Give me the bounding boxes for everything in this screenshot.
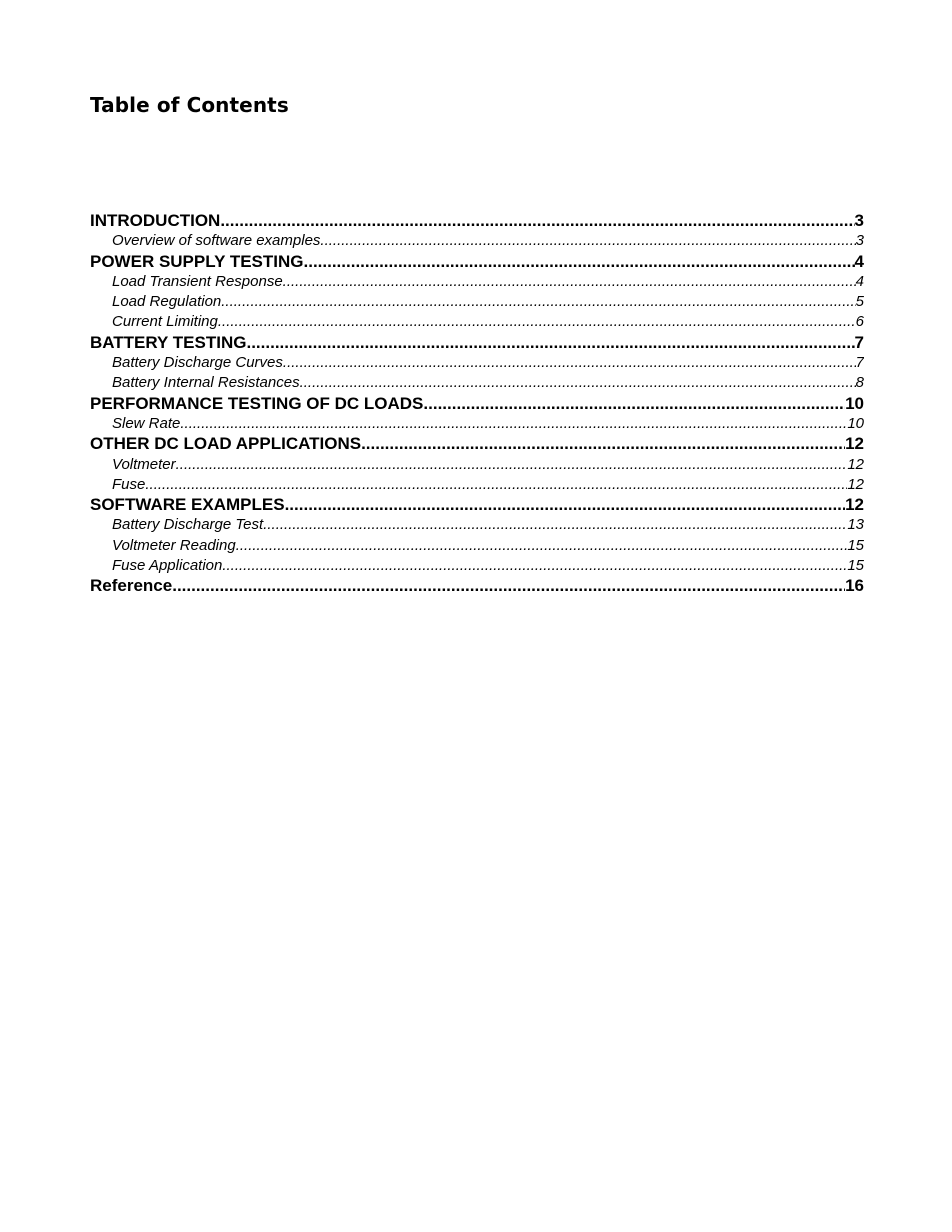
toc-entry-page-number: 12 bbox=[847, 475, 864, 493]
toc-entry-subsection[interactable] bbox=[90, 373, 864, 393]
toc-entry-page-number: 10 bbox=[847, 414, 864, 432]
toc-dot-leader bbox=[283, 353, 856, 373]
toc-dot-leader bbox=[263, 515, 847, 535]
toc-entry-subsection[interactable] bbox=[90, 536, 864, 556]
toc-entry-subsection[interactable] bbox=[90, 231, 864, 251]
toc-dot-leader bbox=[220, 211, 854, 231]
toc-entry-section[interactable] bbox=[90, 394, 864, 414]
toc-entry-page-number: 13 bbox=[847, 516, 864, 534]
toc-entry-subsection[interactable] bbox=[90, 475, 864, 495]
toc-entry-page-number: 3 bbox=[854, 211, 864, 230]
toc-entry-section[interactable] bbox=[90, 576, 864, 596]
toc-entry-label: Battery Discharge Curves bbox=[112, 354, 283, 372]
toc-entry-label: POWER SUPPLY TESTING bbox=[90, 251, 304, 271]
toc-dot-leader bbox=[180, 414, 847, 434]
toc-entry-page-number: 8 bbox=[855, 374, 864, 392]
toc-dot-leader bbox=[300, 373, 856, 393]
toc-dot-leader bbox=[236, 536, 848, 556]
toc-dot-leader bbox=[285, 495, 846, 515]
toc-dot-leader bbox=[304, 252, 855, 272]
toc-dot-leader bbox=[361, 434, 845, 454]
toc-entry-label: Reference bbox=[90, 576, 173, 596]
toc-dot-leader bbox=[218, 312, 856, 332]
toc-entry-subsection[interactable] bbox=[90, 272, 864, 292]
toc-entry-label: OTHER DC LOAD APPLICATIONS bbox=[90, 434, 362, 454]
toc-entry-label: Fuse bbox=[112, 475, 146, 493]
toc-dot-leader bbox=[172, 576, 845, 596]
toc-entry-page-number: 3 bbox=[855, 232, 864, 250]
toc-entry-subsection[interactable] bbox=[90, 414, 864, 434]
toc-title: Table of Contents bbox=[90, 93, 289, 117]
toc-entry-page-number: 16 bbox=[845, 576, 864, 596]
toc-entry-section[interactable] bbox=[90, 495, 864, 515]
toc-entry-subsection[interactable] bbox=[90, 292, 864, 312]
toc-entry-page-number: 6 bbox=[855, 313, 864, 331]
toc-entry-subsection[interactable] bbox=[90, 515, 864, 535]
toc-entry-label: PERFORMANCE TESTING OF DC LOADS bbox=[90, 393, 424, 413]
toc-entry-page-number: 7 bbox=[855, 354, 864, 372]
toc-dot-leader bbox=[222, 556, 847, 576]
toc-entry-section[interactable] bbox=[90, 333, 864, 353]
toc-entry-label: Load Regulation bbox=[112, 293, 222, 311]
toc-entry-label: Battery Internal Resistances bbox=[112, 374, 300, 392]
toc-entry-page-number: 12 bbox=[847, 455, 864, 473]
toc-entry-page-number: 12 bbox=[845, 434, 864, 454]
toc-entry-page-number: 10 bbox=[845, 393, 864, 413]
toc-entry-section[interactable] bbox=[90, 434, 864, 454]
toc-dot-leader bbox=[246, 333, 854, 353]
toc-entry-label: Current Limiting bbox=[112, 313, 218, 331]
toc-entry-subsection[interactable] bbox=[90, 353, 864, 373]
toc-entry-subsection[interactable] bbox=[90, 312, 864, 332]
toc-list bbox=[90, 211, 864, 597]
toc-entry-label: Voltmeter bbox=[112, 455, 176, 473]
toc-entry-label: Load Transient Response bbox=[112, 272, 283, 290]
toc-entry-label: Slew Rate bbox=[112, 414, 181, 432]
toc-entry-label: Fuse Application bbox=[112, 557, 223, 575]
toc-dot-leader bbox=[423, 394, 845, 414]
toc-entry-subsection[interactable] bbox=[90, 556, 864, 576]
toc-dot-leader bbox=[283, 272, 856, 292]
toc-dot-leader bbox=[320, 231, 855, 251]
toc-entry-page-number: 4 bbox=[855, 272, 864, 290]
toc-entry-section[interactable] bbox=[90, 211, 864, 231]
toc-entry-label: Overview of software examples bbox=[112, 232, 321, 250]
toc-entry-section[interactable] bbox=[90, 252, 864, 272]
toc-entry-subsection[interactable] bbox=[90, 455, 864, 475]
toc-dot-leader bbox=[221, 292, 855, 312]
toc-dot-leader bbox=[176, 455, 848, 475]
toc-dot-leader bbox=[145, 475, 847, 495]
toc-entry-label: BATTERY TESTING bbox=[90, 332, 247, 352]
toc-entry-label: Voltmeter Reading bbox=[112, 536, 236, 554]
toc-entry-page-number: 7 bbox=[854, 332, 864, 352]
toc-entry-page-number: 15 bbox=[847, 557, 864, 575]
toc-entry-page-number: 5 bbox=[855, 293, 864, 311]
toc-entry-label: SOFTWARE EXAMPLES bbox=[90, 495, 285, 515]
toc-entry-page-number: 4 bbox=[854, 251, 864, 271]
toc-entry-label: INTRODUCTION bbox=[90, 211, 221, 230]
toc-entry-page-number: 15 bbox=[847, 536, 864, 554]
toc-entry-page-number: 12 bbox=[845, 495, 864, 515]
toc-entry-label: Battery Discharge Test bbox=[112, 516, 264, 534]
